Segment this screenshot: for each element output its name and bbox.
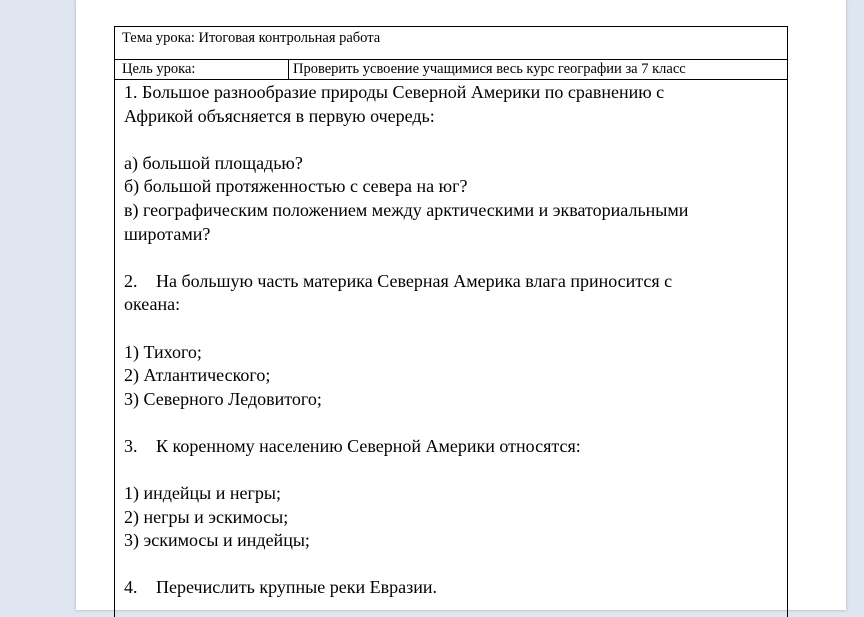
question-3-option-1: 1) индейцы и негры; [124, 483, 281, 504]
question-4-line [124, 576, 781, 600]
question-3-line [124, 435, 781, 459]
question-4-text: Перечислить крупные реки Евразии. [156, 577, 437, 598]
question-2-option-1: 1) Тихого; [124, 341, 202, 362]
question-1-option-a: а) большой площадью? [124, 152, 303, 173]
lesson-goal-value: Проверить усвоение учащимися весь курс географии за 7 класс [293, 61, 686, 77]
question-2-line-2: океана: [124, 294, 181, 315]
document-page [76, 0, 846, 610]
question-3-option-2: 2) негры и эскимосы; [124, 506, 289, 527]
question-3-number: 3. [124, 435, 138, 456]
lesson-table [114, 26, 788, 617]
question-1-option-b: б) большой протяженностью с севера на юг? [124, 176, 468, 197]
lesson-goal-row [115, 60, 787, 80]
lesson-goal-label: Цель урока: [115, 60, 289, 79]
question-2-number: 2. [124, 270, 138, 291]
question-3-text: К коренному населению Северной Америки относятся: [156, 435, 581, 456]
question-2-text: На большую часть материка Северная Америка влага приносится с [156, 270, 673, 291]
question-3-option-3: 3) эскимосы и индейцы; [124, 530, 310, 551]
question-4-number: 4. [124, 577, 138, 598]
lesson-topic: Тема урока: Итоговая контрольная работа [115, 27, 787, 60]
question-1-option-c: в) географическим положением между арктическими и экваториальными [124, 199, 689, 220]
question-1-line-2: Африкой объясняется в первую очередь: [124, 105, 435, 126]
question-2-line-1 [124, 270, 781, 294]
question-2-option-2: 2) Атлантического; [124, 365, 271, 386]
questions-body [115, 80, 787, 600]
question-1-option-c-cont: широтами? [124, 223, 211, 244]
question-2-option-3: 3) Северного Ледовитого; [124, 388, 322, 409]
question-1-line-1: 1. Большое разнообразие природы Северной Америки по сравнению с [124, 82, 665, 102]
